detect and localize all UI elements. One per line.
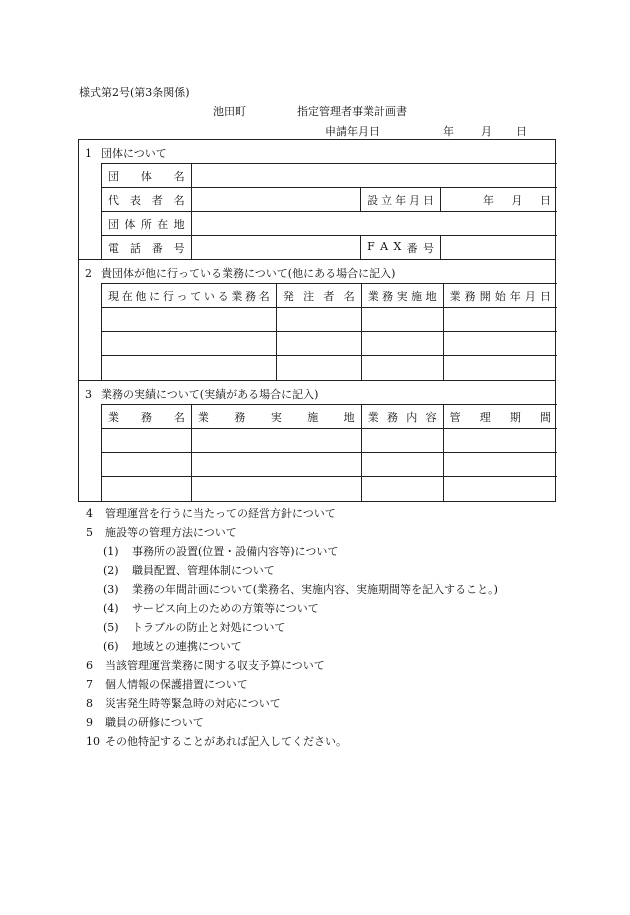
list-item-number: 5 [86, 526, 93, 539]
header-cell: 発 注 者 名 [276, 284, 361, 308]
list-item [86, 618, 498, 637]
input-cell[interactable] [102, 356, 277, 380]
section-number: 2 [85, 267, 92, 280]
representative-field[interactable] [191, 188, 361, 212]
section-title: 団体について [101, 147, 167, 160]
table-row [102, 308, 558, 332]
input-cell[interactable] [443, 308, 557, 332]
list-item-number: (3) [103, 583, 119, 596]
list-item [86, 523, 498, 542]
input-cell[interactable] [276, 356, 361, 380]
input-cell[interactable] [443, 332, 557, 356]
input-cell[interactable] [361, 332, 443, 356]
application-date-label: 申請年月日 [325, 125, 380, 138]
list-item [86, 713, 498, 732]
table-row [102, 332, 558, 356]
label-cell [361, 236, 441, 260]
header-cell: 業 務 実 施 地 [361, 284, 443, 308]
table-row [102, 477, 558, 501]
town-name: 池田町 [213, 105, 246, 118]
section-track-record [78, 381, 556, 502]
table-row [102, 453, 558, 477]
header-cell: 業 務 名 [102, 405, 192, 429]
list-item [86, 694, 498, 713]
list-item-number: 10 [86, 735, 100, 748]
list-item-text: 地域との連携について [132, 640, 242, 653]
org-name-field[interactable] [191, 164, 557, 188]
input-cell[interactable] [361, 477, 443, 501]
other-business-table [101, 283, 557, 380]
section-title: 貴団体が他に行っている業務について(他にある場合に記入) [101, 267, 396, 280]
input-cell[interactable] [102, 429, 192, 453]
list-item-text: トラブルの防止と対処について [132, 621, 286, 634]
section-title: 業務の実績について(実績がある場合に記入) [101, 388, 319, 401]
input-cell[interactable] [443, 356, 557, 380]
header-cell: 業 務 開 始 年 月 日 [443, 284, 557, 308]
track-record-table [101, 404, 557, 501]
header-cell: 業 務 内 容 [361, 405, 443, 429]
list-item-text: 管理運営を行うに当たっての経営方針について [105, 507, 336, 520]
input-cell[interactable] [276, 332, 361, 356]
header-cell: 現 在 他 に 行 っ て い る 業 務 名 [102, 284, 277, 308]
list-item-text: 個人情報の保護措置について [105, 678, 248, 691]
list-item-number: (5) [103, 621, 119, 634]
list-item [86, 637, 498, 656]
month-label: 月 [511, 193, 523, 207]
input-cell[interactable] [191, 429, 361, 453]
input-cell[interactable] [361, 453, 443, 477]
section-number: 3 [85, 388, 92, 401]
label-cell [102, 212, 192, 236]
table-row [102, 164, 558, 188]
list-item [86, 504, 498, 523]
list-item-text: 業務の年間計画について(業務名、実施内容、実施期間等を記入すること。) [132, 583, 498, 596]
list-item-number: (4) [103, 602, 119, 615]
section-heading [85, 145, 167, 161]
established-date-label: 設 立 年 月 日 [367, 193, 434, 207]
month-label: 月 [481, 125, 492, 138]
input-cell[interactable] [102, 308, 277, 332]
table-header-row [102, 405, 558, 429]
input-cell[interactable] [102, 477, 192, 501]
label-cell [361, 188, 441, 212]
table-header-row [102, 284, 558, 308]
input-cell[interactable] [361, 429, 443, 453]
established-date-field[interactable] [440, 188, 557, 212]
section-heading [85, 265, 395, 281]
list-item-number: (2) [103, 564, 119, 577]
organization-table [101, 163, 557, 260]
org-name-label: 団 体 名 [108, 169, 185, 183]
list-item-text: 災害発生時等緊急時の対応について [105, 697, 281, 710]
input-cell[interactable] [443, 453, 557, 477]
header-cell: 業 務 実 施 地 [191, 405, 361, 429]
table-row [102, 356, 558, 380]
document-title: 指定管理者事業計画書 [297, 105, 407, 118]
address-label: 団 体 所 在 地 [108, 217, 185, 231]
fax-label: F A X 番 号 [367, 239, 434, 255]
input-cell[interactable] [102, 332, 277, 356]
day-label: 日 [539, 193, 551, 207]
list-item-number: 8 [86, 697, 93, 710]
label-cell [102, 188, 192, 212]
list-item-number: 4 [86, 507, 93, 520]
input-cell[interactable] [102, 453, 192, 477]
list-item-number: (6) [103, 640, 119, 653]
list-item [86, 580, 498, 599]
year-label: 年 [482, 193, 494, 207]
address-field[interactable] [191, 212, 557, 236]
list-item-number: 9 [86, 716, 93, 729]
list-item [86, 542, 498, 561]
list-item-number: 7 [86, 678, 93, 691]
phone-label: 電 話 番 号 [108, 241, 185, 255]
list-item-text: 職員配置、管理体制について [132, 564, 275, 577]
label-cell [102, 164, 192, 188]
input-cell[interactable] [191, 453, 361, 477]
list-item-number: 6 [86, 659, 93, 672]
list-item [86, 656, 498, 675]
input-cell[interactable] [361, 308, 443, 332]
day-label: 日 [516, 125, 527, 138]
list-item [86, 732, 498, 751]
form-number: 様式第2号(第3条関係) [79, 86, 190, 99]
input-cell[interactable] [191, 477, 361, 501]
input-cell[interactable] [443, 477, 557, 501]
section-organization [78, 139, 556, 260]
phone-field[interactable] [191, 236, 361, 260]
list-item [86, 675, 498, 694]
list-item-text: 職員の研修について [105, 716, 204, 729]
input-cell[interactable] [443, 429, 557, 453]
plan-items-list [86, 504, 498, 751]
fax-field[interactable] [440, 236, 557, 260]
list-item-text: 施設等の管理方法について [105, 526, 237, 539]
table-row [102, 236, 558, 260]
header-cell: 管 理 期 間 [443, 405, 557, 429]
list-item [86, 561, 498, 580]
year-label: 年 [443, 125, 454, 138]
table-row [102, 212, 558, 236]
table-row [102, 188, 558, 212]
list-item-number: (1) [103, 545, 119, 558]
section-number: 1 [85, 147, 92, 160]
list-item-text: 事務所の設置(位置・設備内容等)について [132, 545, 339, 558]
list-item-text: サービス向上のための方策等について [132, 602, 319, 615]
representative-label: 代 表 者 名 [108, 193, 185, 207]
input-cell[interactable] [361, 356, 443, 380]
table-row [102, 429, 558, 453]
list-item [86, 599, 498, 618]
input-cell[interactable] [276, 308, 361, 332]
label-cell [102, 236, 192, 260]
list-item-text: 当該管理運営業務に関する収支予算について [105, 659, 325, 672]
section-other-business [78, 260, 556, 381]
section-heading [85, 386, 318, 402]
list-item-text: その他特記することがあれば記入してください。 [105, 735, 347, 748]
